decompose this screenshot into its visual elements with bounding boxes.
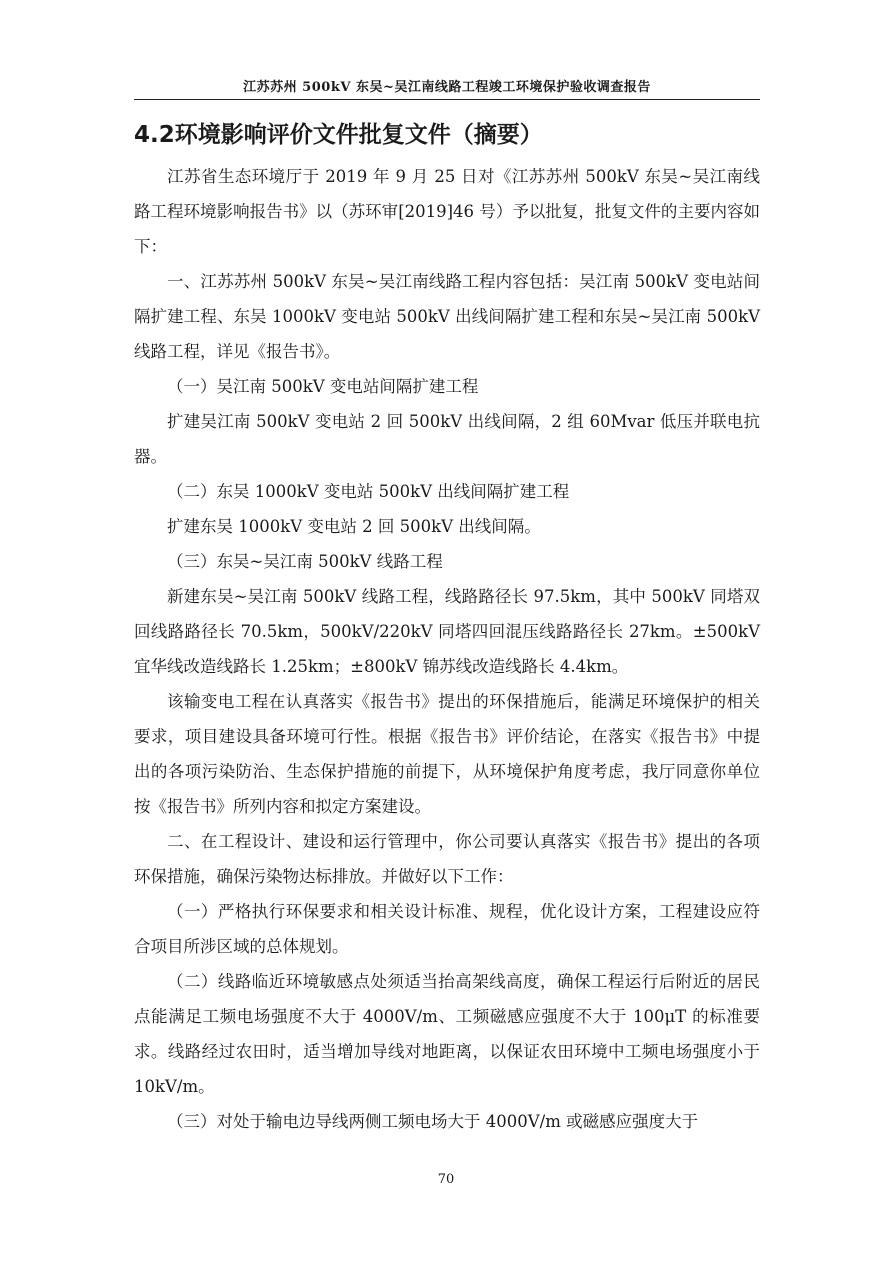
paragraph: 一、江苏苏州 500kV 东吴~吴江南线路工程内容包括：吴江南 500kV 变电站间隔扩建工程、东吴 1000kV 变电站 500kV 出线间隔扩建工程和东吴~吴江南 500kV 线路工程，详见《报告书》。: [134, 272, 760, 361]
paragraph: （二）东吴 1000kV 变电站 500kV 出线间隔扩建工程: [167, 482, 570, 501]
paragraph: 该输变电工程在认真落实《报告书》提出的环保措施后，能满足环境保护的相关要求，项目建设具备环境可行性。根据《报告书》评价结论，在落实《报告书》中提出的各项污染防治、生态保护措施的前提下，从环境保护角度考虑，我厅同意你单位按《报告书》所列内容和拟定方案建设。: [134, 692, 760, 816]
paragraph: （一）严格执行环保要求和相关设计标准、规程，优化设计方案，工程建设应符合项目所涉区域的总体规划。: [134, 902, 760, 956]
paragraph: （二）线路临近环境敏感点处须适当抬高架线高度，确保工程运行后附近的居民点能满足工频电场强度不大于 4000V/m、工频磁感应强度不大于 100μT 的标准要求。线路经过农田时，适当增加导线对地距离，以保证农田环境中工频电场强度小于 10kV/m。: [134, 972, 760, 1096]
header-divider: [134, 99, 760, 100]
document-body: [134, 159, 760, 1139]
paragraph: 扩建东吴 1000kV 变电站 2 回 500kV 出线间隔。: [167, 517, 541, 536]
paragraph: 新建东吴~吴江南 500kV 线路工程，线路路径长 97.5km，其中 500kV 同塔双回线路路径长 70.5km，500kV/220kV 同塔四回混压线路路径长 27km。±500kV 宜华线改造线路长 1.25km；±800kV 锦苏线改造线路长 4.4km。: [134, 587, 760, 676]
running-header: 江苏苏州 500kV 东吴~吴江南线路工程竣工环境保护验收调查报告: [243, 80, 651, 95]
paragraph: 扩建吴江南 500kV 变电站 2 回 500kV 出线间隔，2 组 60Mvar 低压并联电抗器。: [134, 412, 760, 466]
paragraph: 二、在工程设计、建设和运行管理中，你公司要认真落实《报告书》提出的各项环保措施，确保污染物达标排放。并做好以下工作：: [134, 832, 760, 886]
section-title: 4.2环境影响评价文件批复文件（摘要）: [134, 122, 543, 148]
paragraph: 江苏省生态环境厅于 2019 年 9 月 25 日对《江苏苏州 500kV 东吴~吴江南线路工程环境影响报告书》以（苏环审[2019]46 号）予以批复，批复文件的主要内容如下：: [134, 167, 760, 256]
paragraph: （一）吴江南 500kV 变电站间隔扩建工程: [167, 377, 479, 396]
paragraph: （三）东吴~吴江南 500kV 线路工程: [167, 552, 443, 571]
page-number: 70: [437, 1172, 455, 1187]
paragraph: （三）对处于输电边导线两侧工频电场大于 4000V/m 或磁感应强度大于: [167, 1112, 699, 1131]
